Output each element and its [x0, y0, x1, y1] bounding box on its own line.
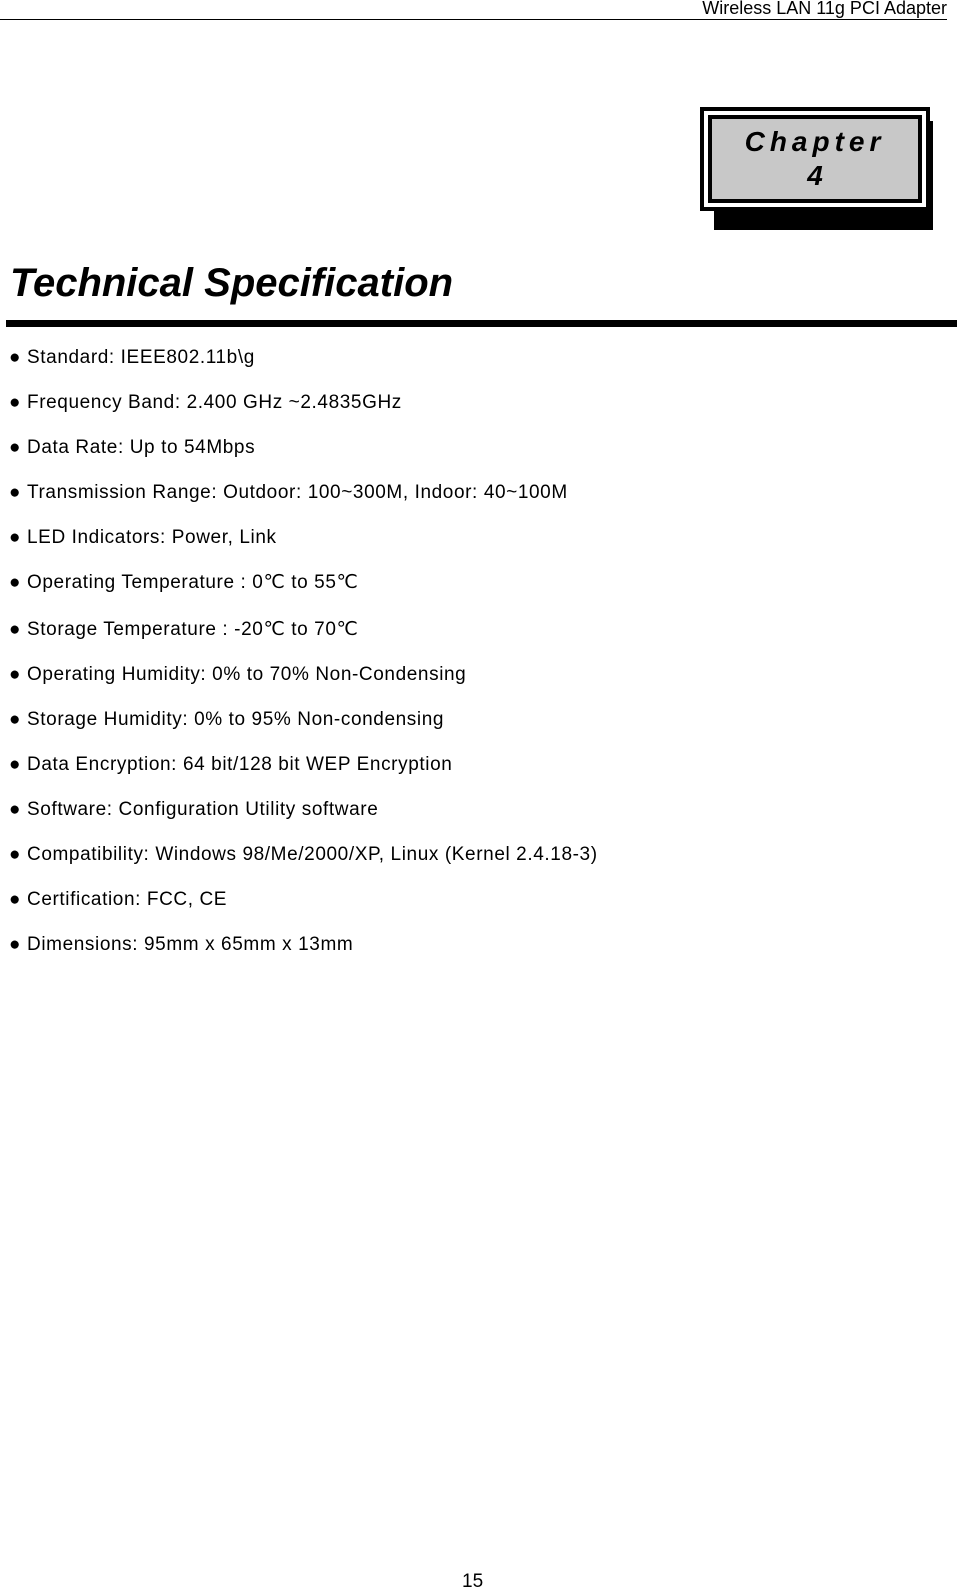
spec-item-compatibility	[9, 843, 598, 867]
spec-item-frequency-band	[9, 391, 598, 415]
bullet-icon: ●	[9, 619, 22, 640]
bullet-icon: ●	[9, 799, 22, 820]
spec-text: Certification: FCC, CE	[27, 889, 228, 910]
spec-item-storage-humidity	[9, 708, 598, 732]
spec-item-software	[9, 798, 598, 822]
bullet-icon: ●	[9, 889, 22, 910]
spec-item-dimensions	[9, 933, 598, 957]
bullet-icon: ●	[9, 934, 22, 955]
bullet-icon: ●	[9, 844, 22, 865]
spec-text: Software: Configuration Utility software	[27, 799, 379, 820]
spec-item-operating-humidity	[9, 663, 598, 687]
running-header	[0, 0, 947, 20]
bullet-icon: ●	[9, 572, 22, 593]
page-number: 15	[462, 1571, 484, 1592]
document-title: Wireless LAN 11g PCI Adapter	[702, 0, 947, 18]
spec-item-certification	[9, 888, 598, 912]
bullet-icon: ●	[9, 437, 22, 458]
spec-text: Data Rate: Up to 54Mbps	[27, 437, 256, 458]
spec-list	[9, 346, 598, 978]
bullet-icon: ●	[9, 754, 22, 775]
spec-text: Standard: IEEE802.11b\g	[27, 347, 255, 368]
spec-text: Transmission Range: Outdoor: 100~300M, Indoor: 40~100M	[27, 482, 568, 503]
bullet-icon: ●	[9, 482, 22, 503]
spec-text: LED Indicators: Power, Link	[27, 527, 277, 548]
spec-item-transmission-range	[9, 481, 598, 505]
title-divider	[6, 320, 957, 327]
spec-text: Frequency Band: 2.400 GHz ~2.4835GHz	[27, 392, 402, 413]
chapter-number: 4	[807, 160, 823, 191]
spec-text: Storage Humidity: 0% to 95% Non-condensing	[27, 709, 445, 730]
page-title: Technical Specification	[10, 261, 454, 305]
bullet-icon: ●	[9, 347, 22, 368]
spec-item-storage-temperature	[9, 618, 598, 642]
chapter-badge-panel	[708, 115, 922, 203]
spec-item-data-rate	[9, 436, 598, 460]
spec-text: Data Encryption: 64 bit/128 bit WEP Encryption	[27, 754, 453, 775]
spec-text: Compatibility: Windows 98/Me/2000/XP, Linux (Kernel 2.4.18-3)	[27, 844, 598, 865]
spec-text: Operating Temperature : 0℃ to 55℃	[27, 572, 359, 593]
spec-item-data-encryption	[9, 753, 598, 777]
chapter-badge-frame	[700, 107, 930, 211]
bullet-icon: ●	[9, 392, 22, 413]
bullet-icon: ●	[9, 527, 22, 548]
chapter-badge	[700, 107, 933, 230]
spec-text: Operating Humidity: 0% to 70% Non-Condensing	[27, 664, 467, 685]
bullet-icon: ●	[9, 709, 22, 730]
spec-item-led-indicators	[9, 526, 598, 550]
bullet-icon: ●	[9, 664, 22, 685]
spec-item-standard	[9, 346, 598, 370]
spec-text: Storage Temperature : -20℃ to 70℃	[27, 619, 359, 640]
chapter-label: Chapter	[744, 126, 886, 157]
spec-item-operating-temperature	[9, 571, 598, 595]
spec-text: Dimensions: 95mm x 65mm x 13mm	[27, 934, 354, 955]
